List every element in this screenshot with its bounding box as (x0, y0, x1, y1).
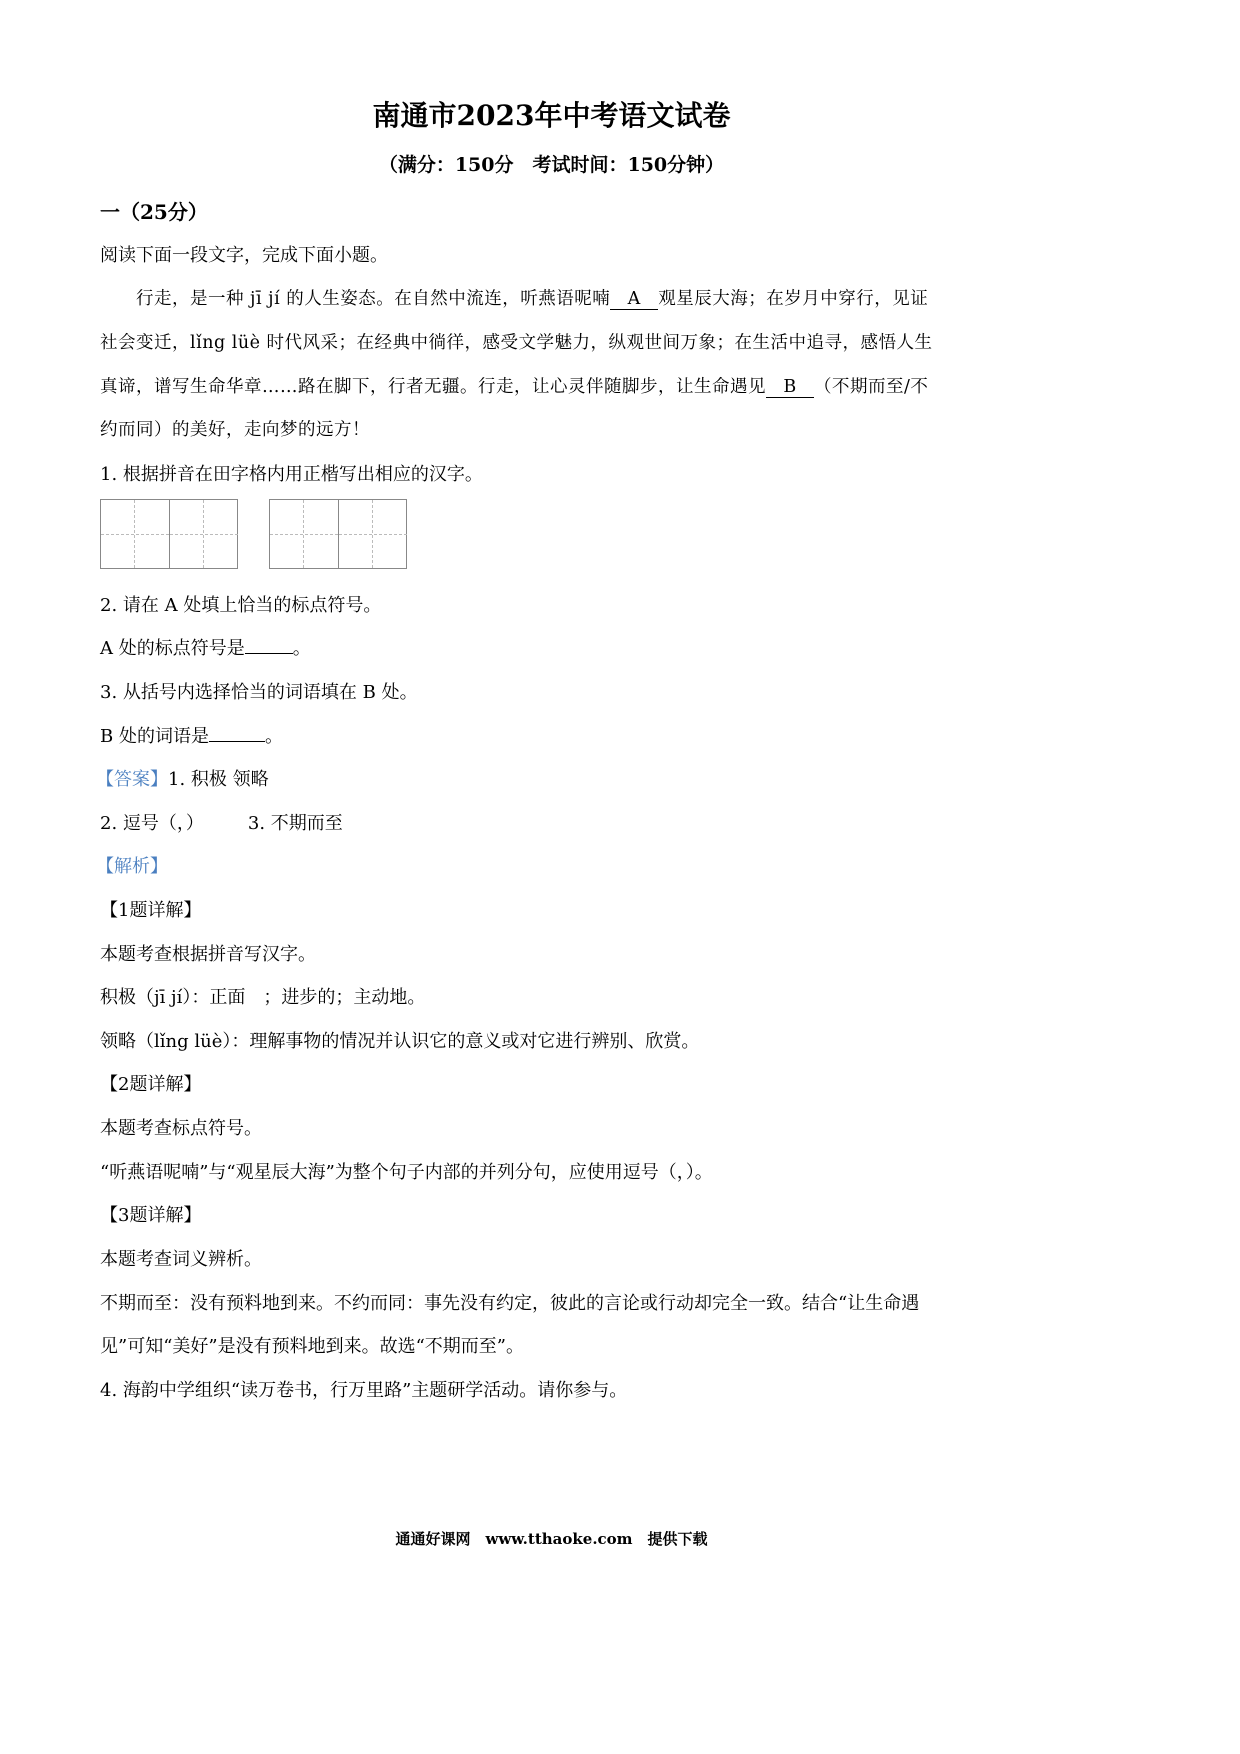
prompt-text: 。 (264, 726, 283, 747)
prompt-text: 。 (292, 638, 311, 659)
analysis-text: 本题考查根据拼音写汉字。 (100, 944, 316, 965)
analysis-tag: 【解析】 (96, 856, 168, 877)
analysis-text: “听燕语呢喃”与“观星辰大海”为整个句子内部的并列分句，应使用逗号（，）。 (100, 1162, 713, 1183)
blank-b: B (766, 377, 814, 398)
answer-2: 2. 逗号（，） (100, 813, 204, 834)
analysis-text: 积极（jī jí）：正面 ；进步的；主动地。 (100, 987, 426, 1008)
question-1: 1. 根据拼音在田字格内用正楷写出相应的汉字。 (100, 464, 483, 485)
page-title: 南通市2023年中考语文试卷 (372, 99, 731, 132)
footer-source: 通通好课网 www.tthaoke.com 提供下载 (395, 1530, 708, 1548)
passage-line-1 (136, 285, 928, 310)
analysis-text: 本题考查标点符号。 (100, 1118, 262, 1139)
answer-1: 1. 积极 领略 (168, 769, 269, 790)
detail-heading-1: 【1题详解】 (100, 900, 202, 921)
grid-cell[interactable] (338, 500, 406, 568)
reading-instruction: 阅读下面一段文字，完成下面小题。 (100, 245, 388, 266)
section-heading: 一（25分） (100, 200, 208, 224)
detail-heading-2: 【2题详解】 (100, 1074, 202, 1095)
passage-line-4: 约而同）的美好，走向梦的远方！ (100, 420, 370, 440)
analysis-text: 不期而至：没有预料地到来。不约而同：事先没有约定，彼此的言论或行动却完全一致。结合“让生命遇 (100, 1293, 920, 1314)
analysis-text: 见”可知“美好”是没有预料地到来。故选“不期而至”。 (100, 1336, 525, 1357)
passage-text: 观星辰大海；在岁月中穿行，见证 (658, 289, 929, 309)
question-2-answer-line (100, 634, 311, 660)
question-3-answer-line (100, 722, 283, 748)
question-2: 2. 请在 A 处填上恰当的标点符号。 (100, 595, 382, 616)
prompt-text: A 处的标点符号是 (100, 638, 245, 659)
passage-line-3 (100, 373, 928, 398)
grid-cell[interactable] (169, 500, 237, 568)
writing-grid-2[interactable] (269, 499, 407, 569)
passage-line-2: 社会变迁，lǐng lüè 时代风采；在经典中徜徉，感受文学魅力，纵观世间万象；在生活中追寻，感悟人生 (100, 333, 933, 353)
writing-grid-1[interactable] (100, 499, 238, 569)
question-3: 3. 从括号内选择恰当的词语填在 B 处。 (100, 682, 418, 703)
answer-line-2 (100, 809, 343, 835)
answer-blank[interactable] (245, 635, 293, 654)
passage-text: 真谛，谱写生命华章……路在脚下，行者无疆。行走，让心灵伴随脚步，让生命遇见 (100, 377, 766, 397)
answer-blank[interactable] (209, 723, 265, 742)
grid-cell[interactable] (101, 500, 169, 568)
answer-3: 3. 不期而至 (247, 813, 343, 834)
question-4: 4. 海韵中学组织“读万卷书，行万里路”主题研学活动。请你参与。 (100, 1380, 628, 1401)
blank-a: A (610, 289, 658, 310)
grid-cell[interactable] (270, 500, 338, 568)
answer-line-1 (96, 765, 269, 791)
passage-text: （不期而至/不 (814, 377, 929, 397)
exam-info: （满分：150分 考试时间：150分钟） (378, 154, 725, 176)
prompt-text: B 处的词语是 (100, 726, 209, 747)
analysis-text: 本题考查词义辨析。 (100, 1249, 262, 1270)
passage-text: 行走，是一种 jī jí 的人生姿态。在自然中流连，听燕语呢喃 (136, 289, 611, 309)
answer-tag: 【答案】 (96, 769, 168, 790)
detail-heading-3: 【3题详解】 (100, 1205, 202, 1226)
analysis-text: 领略（lǐng lüè）：理解事物的情况并认识它的意义或对它进行辨别、欣赏。 (100, 1031, 700, 1052)
